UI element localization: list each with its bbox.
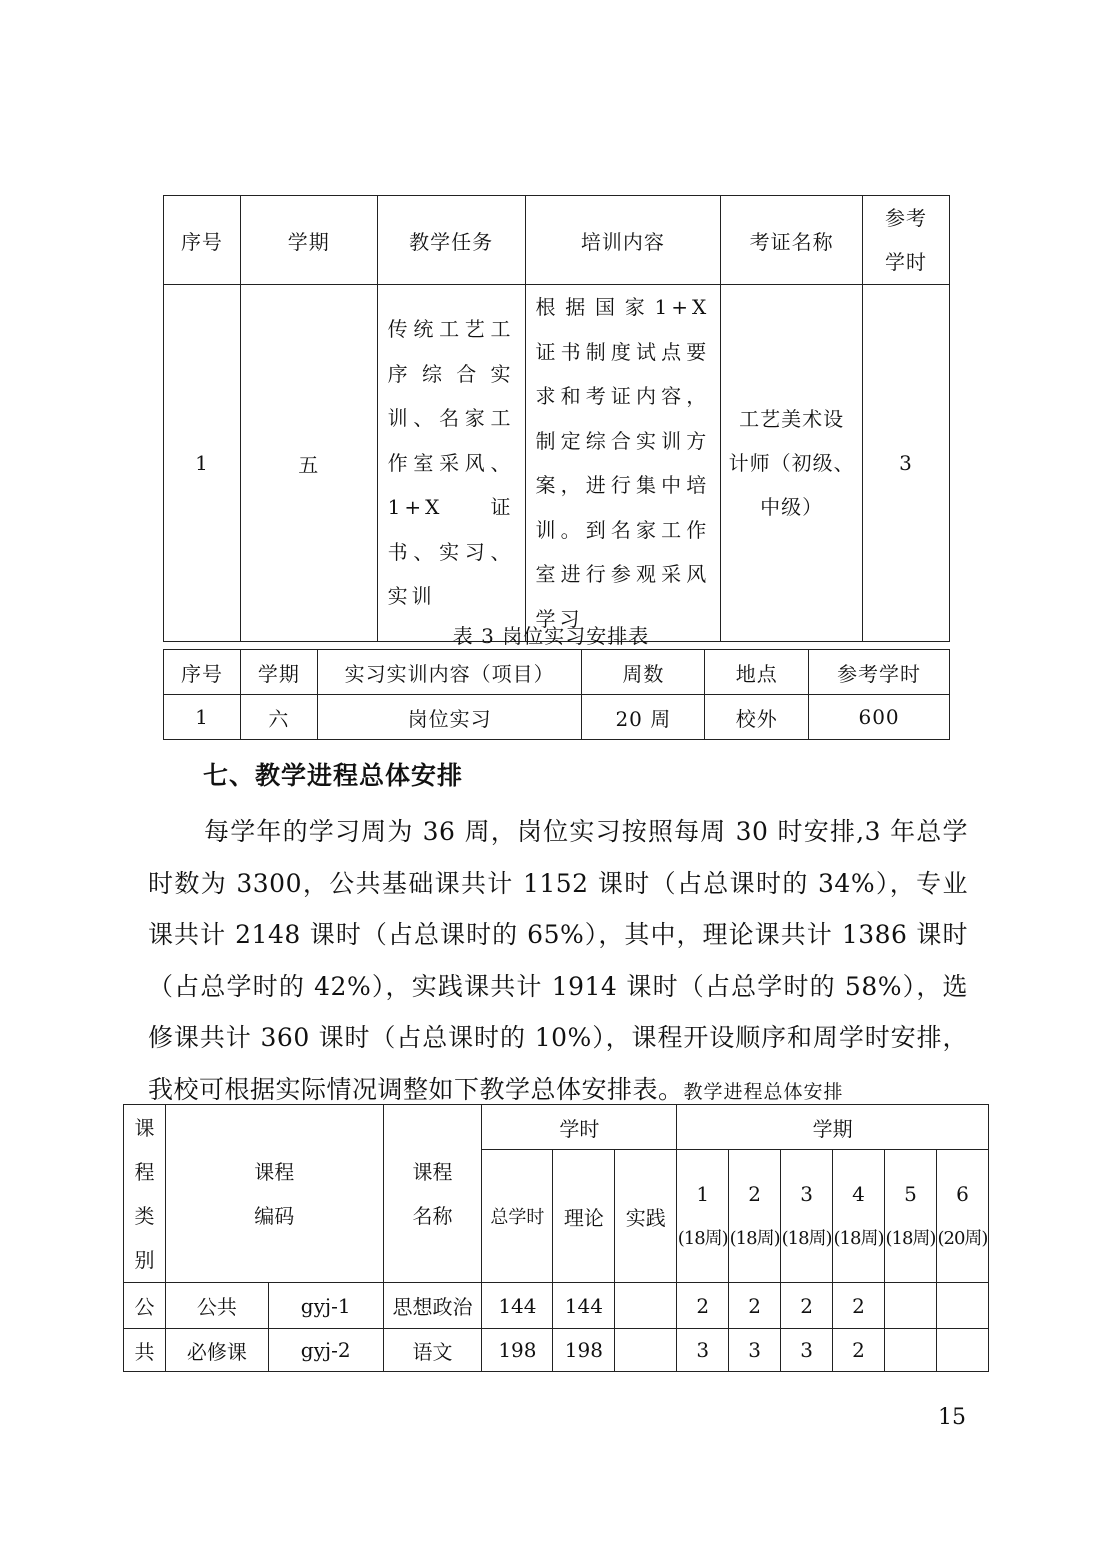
task-text: 传统工艺工序综合实训、名家工作室采风、1+X证书、实习、实训 — [387, 317, 515, 609]
table-cell: 198 — [482, 1329, 553, 1372]
term-number: 1 — [696, 1182, 710, 1206]
table-cell: 语文 — [383, 1329, 482, 1372]
table-cell: 1 — [164, 695, 241, 740]
header-code: 课程 编码 — [165, 1105, 383, 1283]
content-cell — [525, 285, 721, 642]
table-cell: 思想政治 — [383, 1283, 482, 1329]
term-header — [729, 1150, 781, 1283]
table-cell: 公 — [124, 1283, 166, 1329]
table-cell: 600 — [809, 695, 950, 740]
table-cell: 2 — [677, 1283, 729, 1329]
header-total: 总学时 — [482, 1150, 553, 1283]
row-number: 1 — [164, 285, 241, 642]
table-cell: gyj-2 — [268, 1329, 383, 1372]
header-practice: 实践 — [615, 1150, 677, 1283]
header-cell: 学期 — [240, 196, 377, 285]
header-cell: 考证名称 — [721, 196, 863, 285]
header-cell: 序号 — [164, 196, 241, 285]
training-table — [163, 195, 950, 642]
term-header — [833, 1150, 885, 1283]
table-caption: 表 3 岗位实习安排表 — [452, 624, 650, 648]
header-category: 课 程 类 别 — [124, 1105, 166, 1283]
term-weeks: (20周) — [937, 1228, 988, 1249]
term-weeks: (18周) — [677, 1228, 728, 1249]
page-number: 15 — [938, 1405, 966, 1430]
header-cell: 学期 — [240, 650, 317, 695]
task-cell — [377, 285, 525, 642]
term-weeks: (18周) — [729, 1228, 780, 1249]
header-cell: 实习实训内容（项目） — [317, 650, 582, 695]
table-cell: 144 — [553, 1283, 615, 1329]
term-header — [884, 1150, 936, 1283]
term-header — [936, 1150, 988, 1283]
table-caption-inline: 教学进程总体安排 — [683, 1080, 844, 1103]
section-heading: 七、教学进程总体安排 — [203, 761, 464, 790]
table-row — [124, 1283, 989, 1329]
term-number: 5 — [904, 1182, 917, 1206]
schedule-table — [123, 1104, 989, 1372]
table-cell — [884, 1283, 936, 1329]
term-weeks: (18周) — [781, 1228, 832, 1249]
header-cell: 教学任务 — [377, 196, 525, 285]
table-cell — [936, 1283, 988, 1329]
table-cell — [615, 1283, 677, 1329]
header-cell: 周数 — [582, 650, 705, 695]
term-cell: 五 — [240, 285, 377, 642]
table-cell: 公共 — [165, 1283, 268, 1329]
term-number: 3 — [800, 1182, 813, 1206]
header-cell: 培训内容 — [525, 196, 721, 285]
header-name: 课程 名称 — [383, 1105, 482, 1283]
table-cell — [936, 1329, 988, 1372]
table-cell: 共 — [124, 1329, 166, 1372]
table-cell: 校外 — [705, 695, 809, 740]
table-cell: 六 — [240, 695, 317, 740]
header-terms: 学期 — [677, 1105, 989, 1150]
table-cell: 2 — [729, 1283, 781, 1329]
paragraph-text: 每学年的学习周为 36 周，岗位实习按照每周 30 时安排,3 年总学时数为 3300，公共基础课共计 1152 课时（占总课时的 34%），专业课共计 2148 课时（占总课时的 65%），其中，理论课共计 1386 课时（占总学时的 42%），实践课共计 1914 课时（占总学时的 58%），选修课共计 360 课时（占总课时的 10%），课程开设顺序和周学时安排，我校可根据实际情况调整如下教学总体安排表。 — [148, 817, 968, 1104]
internship-table — [163, 649, 950, 740]
body-paragraph — [148, 806, 968, 1118]
table-cell: 2 — [833, 1283, 885, 1329]
table-row — [124, 1329, 989, 1372]
table-cell: gyj-1 — [268, 1283, 383, 1329]
table-cell: 198 — [553, 1329, 615, 1372]
header-cell: 参考学时 — [809, 650, 950, 695]
content-text: 根据国家1+X证书制度试点要求和考证内容，制定综合实训方案，进行集中培训。到名家工作室进行参观采风学习 — [535, 295, 711, 631]
table-cell: 岗位实习 — [317, 695, 582, 740]
header-cell: 序号 — [164, 650, 241, 695]
term-number: 4 — [852, 1182, 865, 1206]
cert-cell: 工艺美术设 计师（初级、 中级） — [721, 285, 863, 642]
table-cell: 20 周 — [582, 695, 705, 740]
table-cell: 3 — [677, 1329, 729, 1372]
term-header — [781, 1150, 833, 1283]
table-cell: 3 — [729, 1329, 781, 1372]
hours-cell: 3 — [863, 285, 950, 642]
header-cell: 参考 学时 — [863, 196, 950, 285]
term-header — [677, 1150, 729, 1283]
term-number: 6 — [956, 1182, 969, 1206]
table-cell: 2 — [833, 1329, 885, 1372]
table-cell: 144 — [482, 1283, 553, 1329]
header-cell: 地点 — [705, 650, 809, 695]
term-weeks: (18周) — [833, 1228, 884, 1249]
term-number: 2 — [748, 1182, 761, 1206]
table-cell — [615, 1329, 677, 1372]
table-cell — [884, 1329, 936, 1372]
term-weeks: (18周) — [885, 1228, 936, 1249]
header-hours: 学时 — [482, 1105, 677, 1150]
table-cell: 必修课 — [165, 1329, 268, 1372]
table-cell: 3 — [781, 1329, 833, 1372]
table-cell: 2 — [781, 1283, 833, 1329]
header-theory: 理论 — [553, 1150, 615, 1283]
